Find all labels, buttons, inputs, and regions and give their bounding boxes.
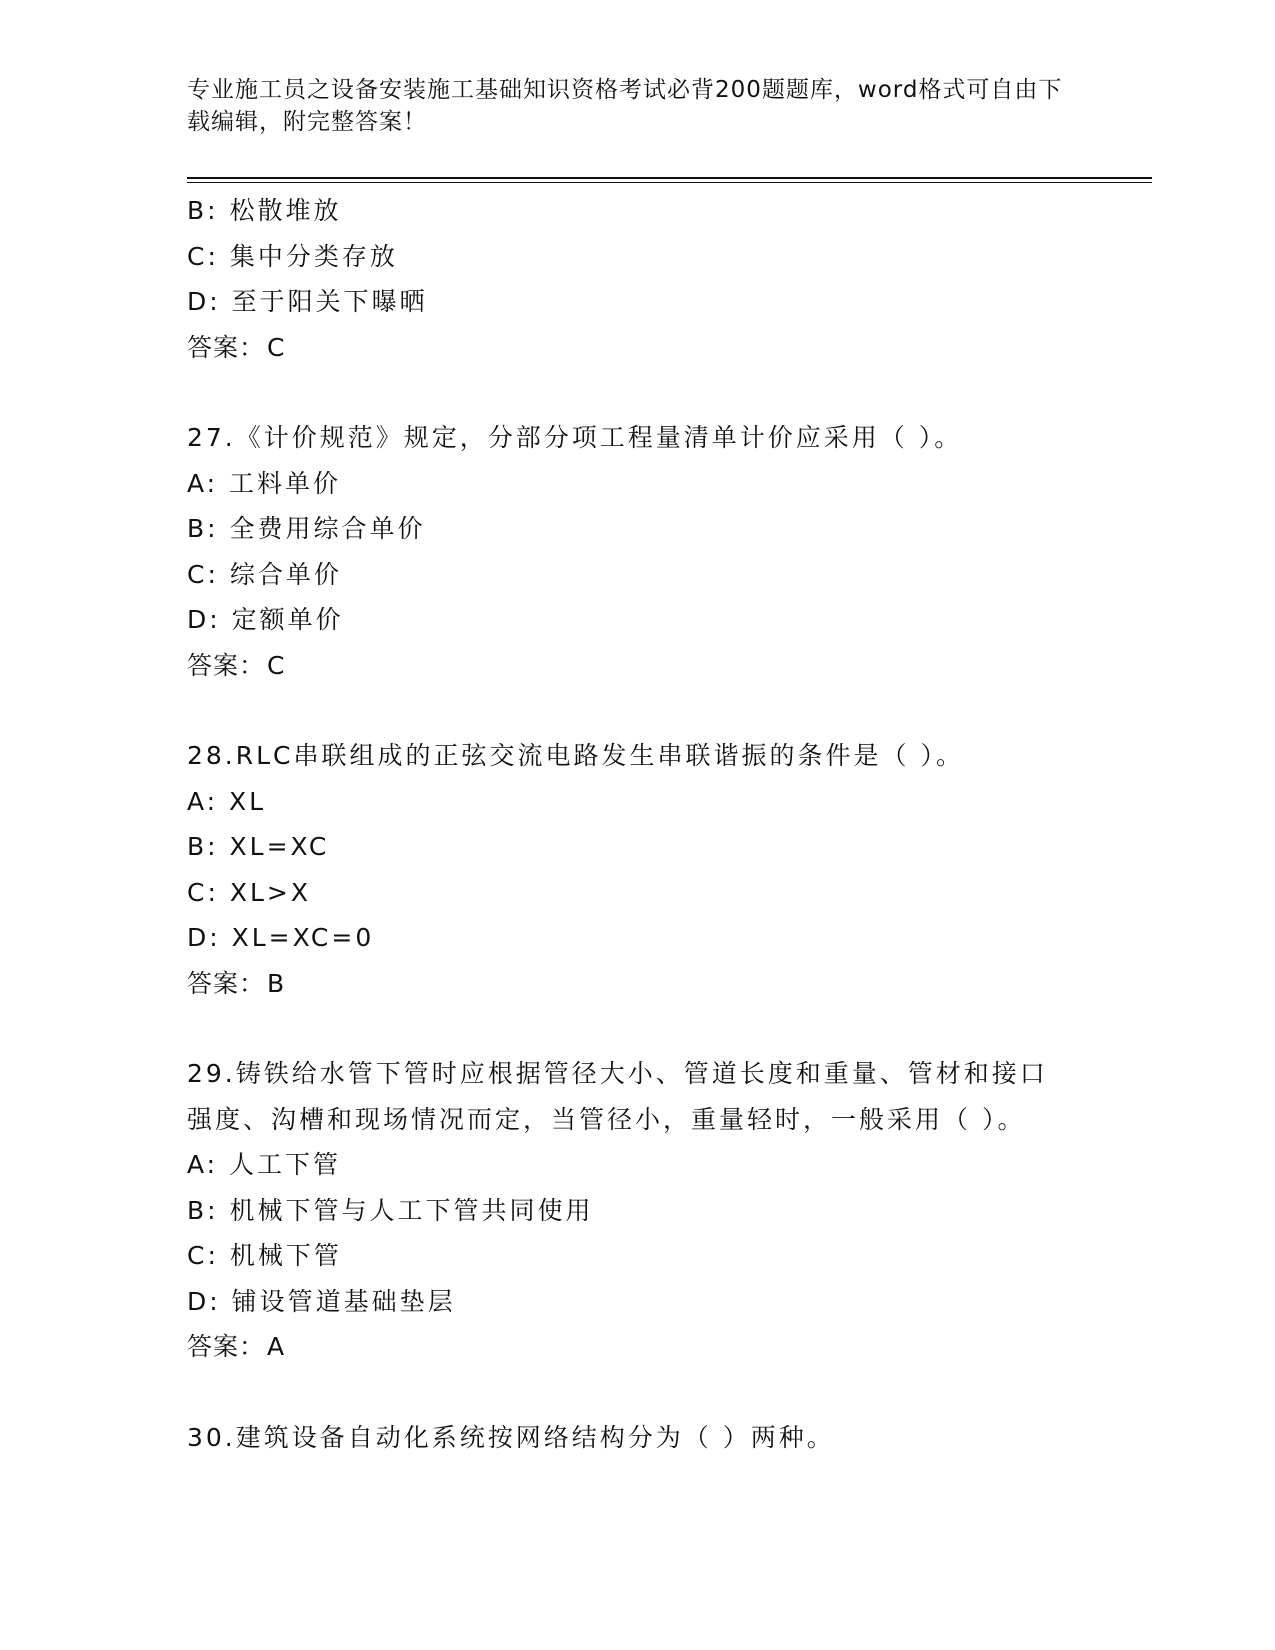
question-27 [187, 415, 1087, 688]
question-text: 27.《计价规范》规定，分部分项工程量清单计价应采用（ ）。 [187, 423, 963, 452]
header-text: 专业施工员之设备安装施工基础知识资格考试必背200题题库，word格式可自由下载编辑，附完整答案！ [187, 77, 1063, 135]
question-29 [187, 1051, 1087, 1370]
document-header [187, 74, 1067, 138]
question-30 [187, 1415, 1087, 1461]
option-d: D: XL=XC=0 [187, 923, 375, 952]
option-b: B: XL=XC [187, 832, 330, 861]
question-text: 28.RLC串联组成的正弦交流电路发生串联谐振的条件是（ ）。 [187, 741, 964, 770]
option-a: A: 工料单价 [187, 468, 342, 498]
answer-value: B [267, 968, 286, 998]
option-c: C: XL>X [187, 877, 311, 907]
option-d: D: 铺设管道基础垫层 [187, 1286, 456, 1316]
option-c: C: 综合单价 [187, 559, 342, 589]
option-c: C: 机械下管 [187, 1241, 342, 1270]
answer-value: A [267, 1332, 286, 1361]
answer-label: 答案： [187, 650, 266, 680]
answer-label: 答案： [187, 1332, 266, 1361]
answer-line [187, 961, 1087, 1007]
question-26 [187, 188, 1087, 370]
option-c: C: 集中分类存放 [187, 241, 398, 271]
header-divider-thin [187, 182, 1152, 183]
option-d: D: 至于阳关下曝晒 [187, 287, 428, 316]
option-a: A: XL [187, 786, 267, 816]
answer-label: 答案： [187, 332, 266, 362]
option-b: B: 松散堆放 [187, 196, 342, 225]
answer-line [187, 325, 1087, 371]
option-b: B: 机械下管与人工下管共同使用 [187, 1195, 594, 1225]
question-content [187, 188, 1087, 1460]
answer-line [187, 643, 1087, 689]
option-a: A: 人工下管 [187, 1150, 342, 1179]
question-text: 29.铸铁给水管下管时应根据管径大小、管道长度和重量、管材和接口强度、沟槽和现场情况而定，当管径小，重量轻时，一般采用（ ）。 [187, 1059, 1048, 1134]
option-b: B: 全费用综合单价 [187, 514, 426, 543]
question-28 [187, 733, 1087, 1006]
answer-line [187, 1324, 1087, 1370]
header-divider-thick [187, 177, 1152, 179]
option-d: D: 定额单价 [187, 605, 344, 634]
answer-label: 答案： [187, 968, 266, 998]
answer-value: C [267, 332, 286, 362]
question-text: 30.建筑设备自动化系统按网络结构分为（ ）两种。 [187, 1422, 835, 1452]
answer-value: C [267, 650, 286, 680]
